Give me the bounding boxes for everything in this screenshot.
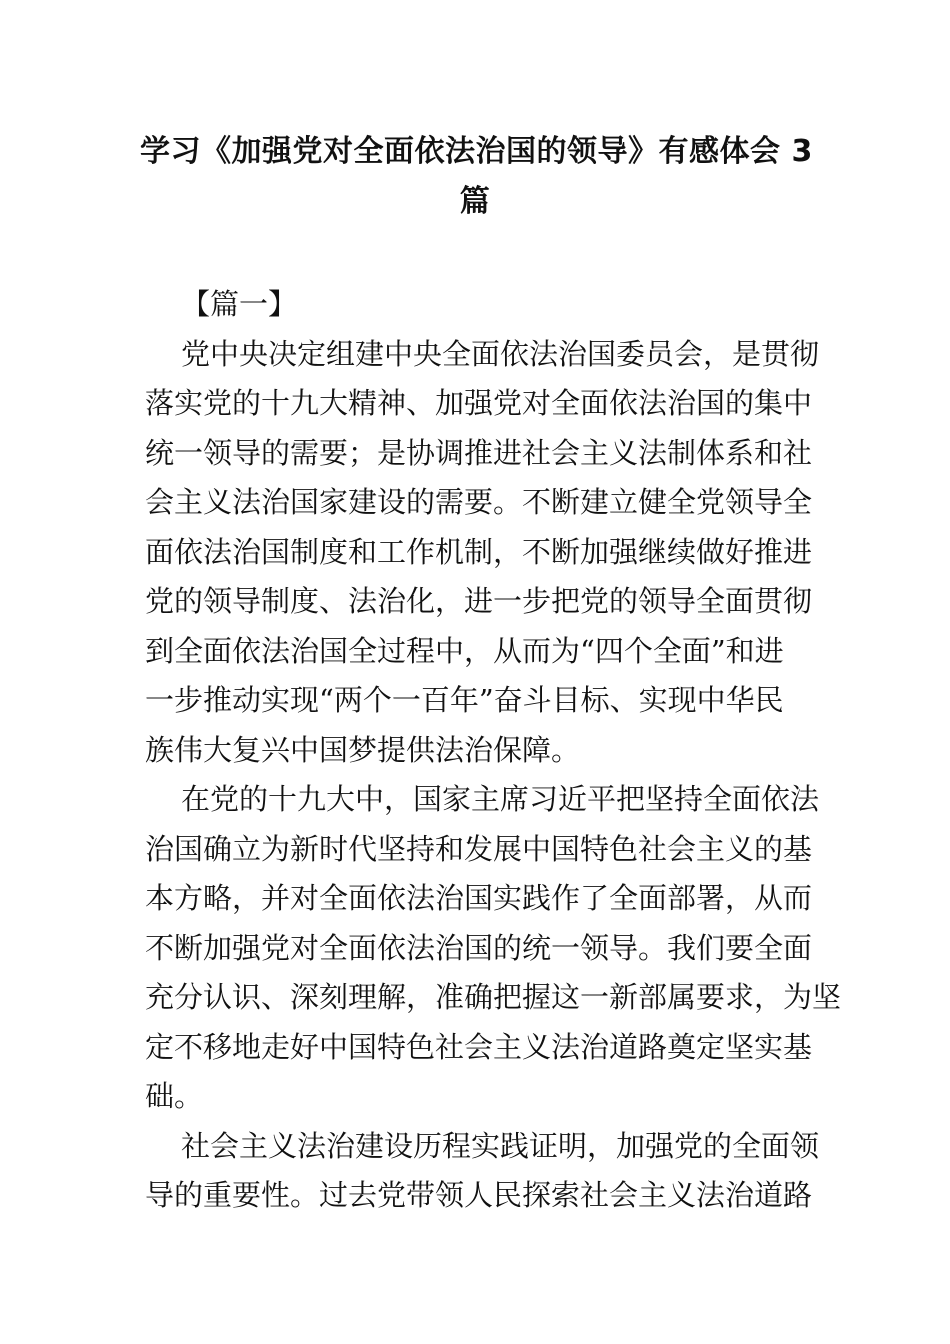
paragraph-line: 础。: [145, 1079, 204, 1113]
section-heading: [145, 280, 810, 330]
paragraph-line: 一步推动实现“两个一百年”奋斗目标、实现中华民: [145, 683, 784, 717]
paragraph-line: 党的领导制度、法治化，进一步把党的领导全面贯彻: [145, 584, 813, 618]
paragraph-line: 导的重要性。过去党带领人民探索社会主义法治道路: [145, 1178, 813, 1212]
paragraph-line: 不断加强党对全面依法治国的统一领导。我们要全面: [145, 930, 813, 965]
document-title: [140, 128, 813, 227]
paragraph-line: 党中央决定组建中央全面依法治国委员会，是贯彻: [181, 336, 820, 371]
paragraph-line: 定不移地走好中国特色社会主义法治道路奠定坚实基: [145, 1029, 813, 1064]
title-line-1: 学习《加强党对全面依法治国的领导》有感体会 3: [140, 134, 813, 169]
paragraph-line: 充分认识、深刻理解，准确把握这一新部属要求，为坚: [145, 980, 842, 1014]
paragraph-line: 到全面依法治国全过程中，从而为“四个全面”和进: [145, 633, 784, 668]
paragraph-line: 统一领导的需要；是协调推进社会主义法制体系和社: [145, 435, 813, 470]
paragraph-3: [145, 1122, 820, 1221]
paragraph-2: [145, 775, 842, 1122]
title-line-2: 篇: [459, 183, 491, 219]
paragraph-line: 社会主义法治建设历程实践证明，加强党的全面领: [181, 1128, 820, 1163]
document-body: [145, 280, 842, 1221]
paragraph-line: 会主义法治国家建设的需要。不断建立健全党领导全: [145, 485, 813, 519]
paragraph-line: 面依法治国制度和工作机制，不断加强继续做好推进: [145, 534, 813, 569]
paragraph-line: 本方略，并对全面依法治国实践作了全面部署，从而: [145, 881, 813, 915]
paragraph-line: 族伟大复兴中国梦提供法治保障。: [145, 732, 581, 767]
paragraph-line: 在党的十九大中，国家主席习近平把坚持全面依法: [181, 782, 820, 816]
paragraph-line: 治国确立为新时代坚持和发展中国特色社会主义的基: [145, 831, 813, 866]
section-heading-text: 【篇一】: [181, 287, 298, 321]
paragraph-line: 落实党的十九大精神、加强党对全面依法治国的集中: [145, 386, 813, 420]
paragraph-1: [145, 330, 820, 776]
